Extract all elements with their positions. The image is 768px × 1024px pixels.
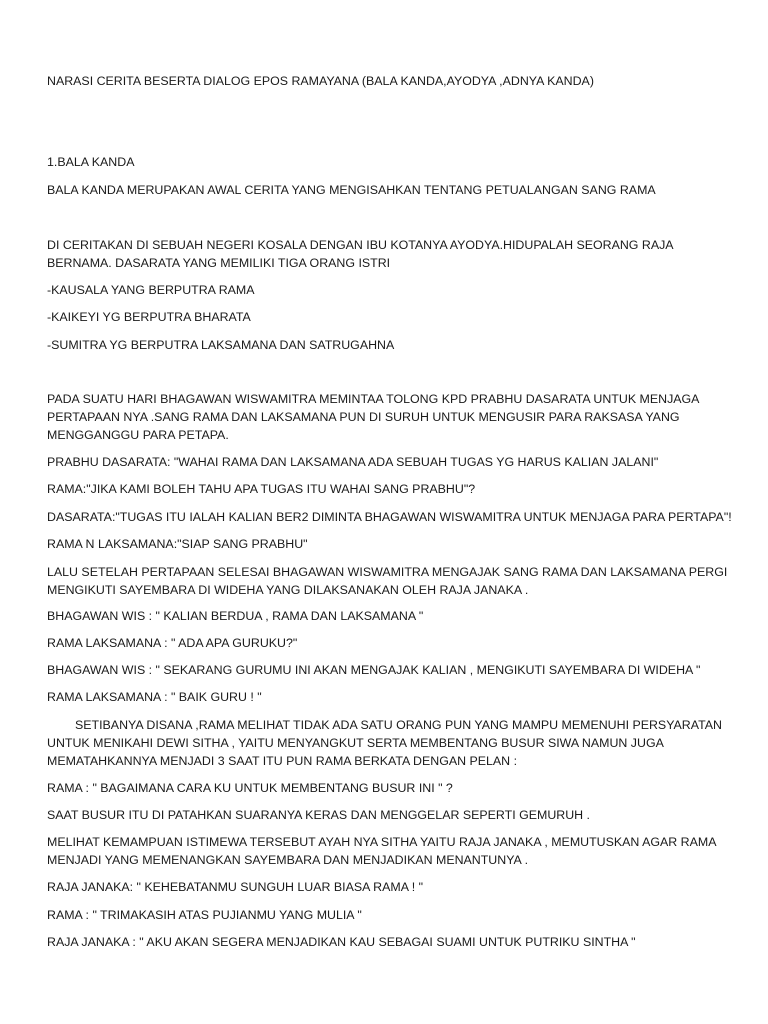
list-item: -KAUSALA YANG BERPUTRA RAMA: [47, 283, 255, 297]
dialog-line: BHAGAWAN WIS : " SEKARANG GURUMU INI AKAN MENGAJAK KALIAN , MENGIKUTI SAYEMBARA DI WIDEHA ": [47, 663, 701, 677]
dialog-line: RAJA JANAKA: " KEHEBATANMU SUNGUH LUAR BIASA RAMA ! ": [47, 880, 424, 894]
list-item: -KAIKEYI YG BERPUTRA BHARATA: [47, 310, 251, 324]
dialog-line: RAJA JANAKA : " AKU AKAN SEGERA MENJADIKAN KAU SEBAGAI SUAMI UNTUK PUTRIKU SINTHA ": [47, 935, 636, 949]
paragraph: MELIHAT KEMAMPUAN ISTIMEWA TERSEBUT AYAH NYA SITHA YAITU RAJA JANAKA , MEMUTUSKAN AGAR RAMA MENJADI YANG MEMENANGKAN SAYEMBARA DAN MENJADIKAN MENANTUNYA .: [47, 835, 716, 867]
paragraph: BALA KANDA MERUPAKAN AWAL CERITA YANG MENGISAHKAN TENTANG PETUALANGAN SANG RAMA: [47, 183, 656, 197]
dialog-line: DASARATA:"TUGAS ITU IALAH KALIAN BER2 DIMINTA BHAGAWAN WISWAMITRA UNTUK MENJAGA PARA PERTAPA"!: [47, 510, 732, 524]
paragraph: DI CERITAKAN DI SEBUAH NEGERI KOSALA DENGAN IBU KOTANYA AYODYA.HIDUPALAH SEORANG RAJA BERNAMA. DASARATA YANG MEMILIKI TIGA ORANG ISTRI: [47, 238, 673, 270]
dialog-line: RAMA : " BAGAIMANA CARA KU UNTUK MEMBENTANG BUSUR INI " ?: [47, 781, 453, 795]
dialog-line: RAMA:"JIKA KAMI BOLEH TAHU APA TUGAS ITU WAHAI SANG PRABHU"?: [47, 482, 476, 496]
list-item: -SUMITRA YG BERPUTRA LAKSAMANA DAN SATRUGAHNA: [47, 338, 395, 352]
document-title: NARASI CERITA BESERTA DIALOG EPOS RAMAYANA (BALA KANDA,AYODYA ,ADNYA KANDA): [47, 74, 594, 88]
dialog-line: RAMA N LAKSAMANA:"SIAP SANG PRABHU": [47, 537, 308, 551]
paragraph: LALU SETELAH PERTAPAAN SELESAI BHAGAWAN WISWAMITRA MENGAJAK SANG RAMA DAN LAKSAMANA PERGI MENGIKUTI SAYEMBARA DI WIDEHA YANG DILAKSANAKAN OLEH RAJA JANAKA .: [47, 565, 728, 597]
dialog-line: RAMA LAKSAMANA : " ADA APA GURUKU?": [47, 636, 298, 650]
dialog-line: PRABHU DASARATA: "WAHAI RAMA DAN LAKSAMANA ADA SEBUAH TUGAS YG HARUS KALIAN JALANI": [47, 455, 659, 469]
dialog-line: BHAGAWAN WIS : " KALIAN BERDUA , RAMA DAN LAKSAMANA ": [47, 609, 424, 623]
paragraph: SETIBANYA DISANA ,RAMA MELIHAT TIDAK ADA SATU ORANG PUN YANG MAMPU MEMENUHI PERSYARATAN UNTUK MENIKAHI DEWI SITHA , YAITU MENYANGKUT SERTA MEMBENTANG BUSUR SIWA NAMUN JUGA MEMATAHKANNYA MENJADI 3 SAAT ITU PUN RAMA BERKATA DENGAN PELAN :: [47, 718, 722, 768]
dialog-line: RAMA LAKSAMANA : " BAIK GURU ! ": [47, 690, 262, 704]
section-heading: 1.BALA KANDA: [47, 155, 135, 169]
paragraph: SAAT BUSUR ITU DI PATAHKAN SUARANYA KERAS DAN MENGGELAR SEPERTI GEMURUH .: [47, 808, 590, 822]
paragraph: PADA SUATU HARI BHAGAWAN WISWAMITRA MEMINTAA TOLONG KPD PRABHU DASARATA UNTUK MENJAGA PERTAPAAN NYA .SANG RAMA DAN LAKSAMANA PUN DI SURUH UNTUK MENGUSIR PARA RAKSASA YANG MENGGANGGU PARA PETAPA.: [47, 392, 699, 442]
dialog-line: RAMA : " TRIMAKASIH ATAS PUJIANMU YANG MULIA ": [47, 908, 362, 922]
